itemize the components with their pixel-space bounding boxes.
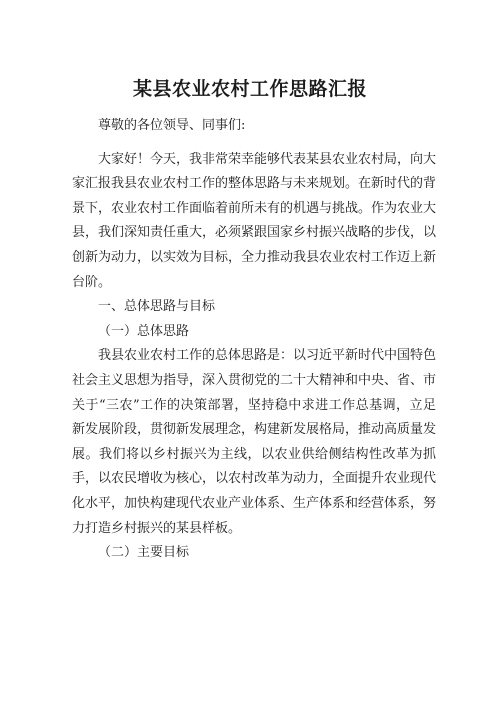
document-title: 某县农业农村工作思路汇报 bbox=[132, 78, 367, 100]
subsection-heading-main-goals: （二）主要目标 bbox=[98, 545, 190, 561]
section-heading-overall: 一、总体思路与目标 bbox=[98, 299, 216, 315]
overall-approach-paragraph: 我县农业农村工作的总体思路是：以习近平新时代中国特色社会主义思想为指导，深入贯彻党的二十大精神和中央、省、市关于“三农”工作的决策部署，坚持稳中求进工作总基调，立足新发展阶段，贯彻新发展理念，构建新发展格局，推动高质量发展。我们将以乡村振兴为主线，以农业供给侧结构性改革为抓手，以农民增收为核心，以农村改革为动力，全面提升农业现代化水平，加快构建现代农业产业体系、生产体系和经营体系，努力打造乡村振兴的某县样板。 bbox=[72, 348, 437, 536]
intro-paragraph: 大家好！今天，我非常荣幸能够代表某县农业农村局，向大家汇报我县农业农村工作的整体思路与未来规划。在新时代的背景下，农业农村工作面临着前所未有的机遇与挑战。作为农业大县，我们深知责任重大，必须紧跟国家乡村振兴战略的步伐，以创新为动力，以实效为目标，全力推动我县农业农村工作迈上新台阶。 bbox=[72, 151, 437, 290]
subsection-heading-overall-approach: （一）总体思路 bbox=[98, 323, 190, 339]
salutation: 尊敬的各位领导、同事们: bbox=[98, 118, 246, 133]
document-body bbox=[72, 114, 436, 566]
